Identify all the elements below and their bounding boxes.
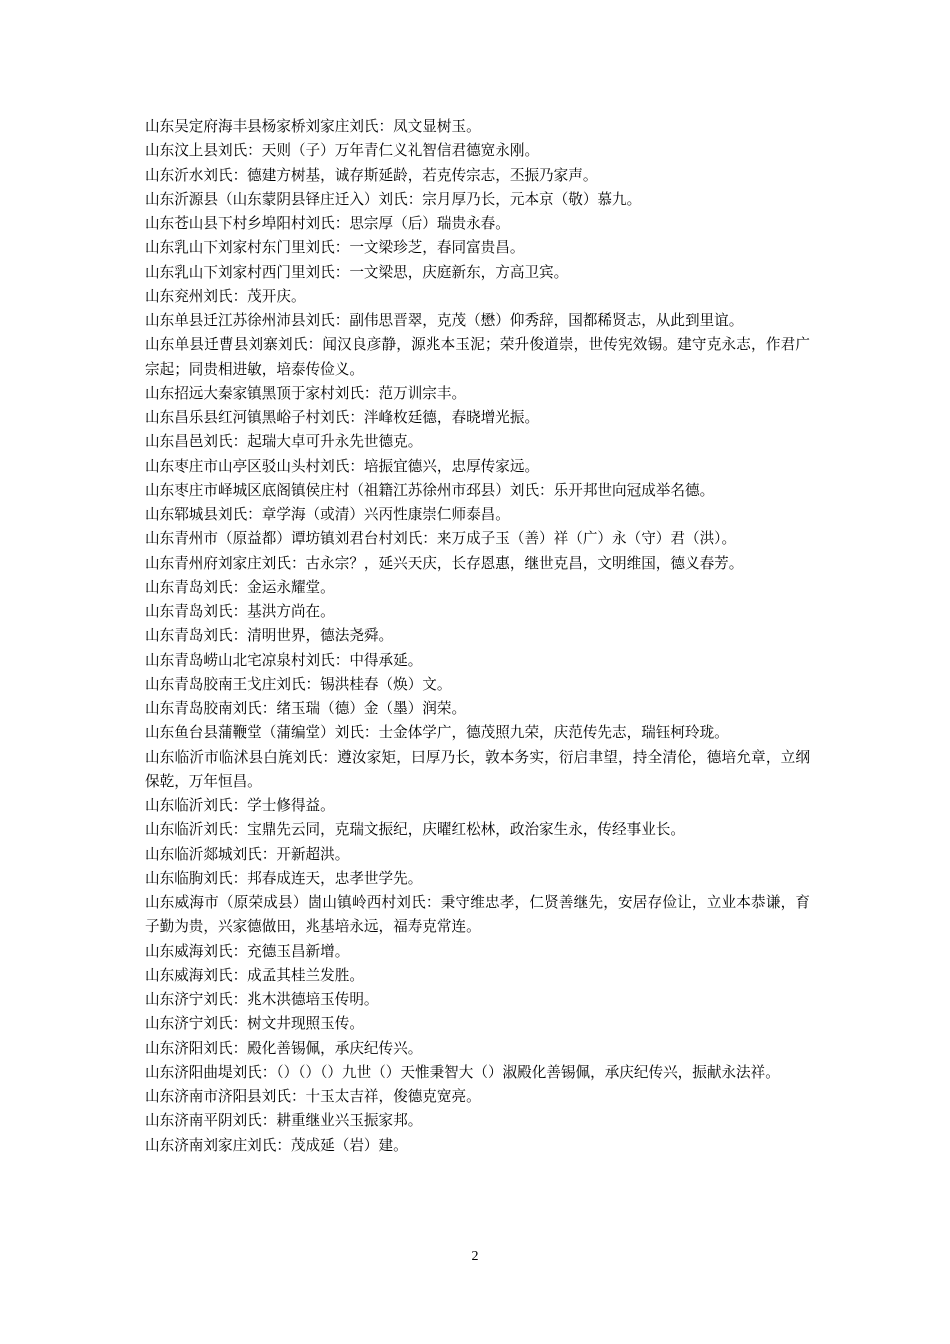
genealogy-entry: 山东济阳曲堤刘氏：（）（）（）九世（）天惟秉智大（）淑殿化善锡佩，承庆纪传兴，振献永法祥。 [145, 1063, 780, 1081]
genealogy-entry: 山东乳山下刘家村西门里刘氏：一文梁思，庆庭新东，方高卫宾。 [145, 263, 569, 281]
genealogy-entry: 山东单县迁江苏徐州沛县刘氏：副伟思晋翠，克茂（懋）仰秀辞，国都稀贤志，从此到里谊。 [145, 312, 744, 329]
genealogy-entry: 山东青州府刘家庄刘氏：古永宗？，延兴天庆，长存恩惠，继世克昌，文明维国，德义春芳。 [145, 554, 744, 572]
genealogy-entry: 山东昌乐县红河镇黑峪子村刘氏：泮峰枚廷德，春晓增光振。 [145, 409, 540, 426]
genealogy-entry: 山东青岛刘氏：清明世界，德法尧舜。 [145, 627, 394, 645]
genealogy-entry: 山东威海市（原荣成县）崮山镇岭西村刘氏：秉守维忠孝，仁贤善继先，安居存俭让，立业本恭谦，育子勤为贵，兴家德做田，兆基培永远，福寿克常连。 [145, 894, 810, 936]
genealogy-entry: 山东济宁刘氏：树文井现照玉传。 [145, 1015, 364, 1033]
genealogy-entry: 山东济南市济阳县刘氏：十玉太吉祥，俊德克宽亮。 [145, 1088, 481, 1105]
genealogy-entry: 山东临沂刘氏：宝鼎先云同，克瑞文振纪，庆曜红松林，政治家生永，传经事业长。 [145, 821, 685, 839]
genealogy-entry: 山东临朐刘氏：邦春成连天，忠孝世学先。 [145, 869, 423, 887]
genealogy-entry: 山东临沂市临沭县白旄刘氏：遵汝家矩，曰厚乃长，敦本务实，衍启聿望，持全清伦，德培允章，立纲保乾，万年恒昌。 [145, 748, 810, 790]
genealogy-entry: 山东兖州刘氏：茂开庆。 [145, 287, 306, 305]
genealogy-entry: 山东临沂刘氏：学士修得益。 [145, 797, 335, 814]
genealogy-entry: 山东郓城县刘氏：章学海（或清）兴丙性康崇仁师泰昌。 [145, 506, 510, 523]
genealogy-entry: 山东济阳刘氏：殿化善锡佩，承庆纪传兴。 [145, 1039, 423, 1057]
genealogy-entry: 山东济南刘家庄刘氏：茂成延（岩）建。 [145, 1136, 408, 1154]
genealogy-entry: 山东招远大秦家镇黑顶于家村刘氏：范万训宗丰。 [145, 384, 467, 402]
genealogy-entry: 山东青州市（原益都）谭坊镇刘君台村刘氏：来万成子玉（善）祥（广）永（守）君（洪）。 [145, 530, 737, 548]
genealogy-entry: 山东济南平阴刘氏：耕重继业兴玉振家邦。 [145, 1112, 423, 1130]
genealogy-entry: 山东枣庄市山亭区驳山头村刘氏：培振宜德兴，忠厚传家远。 [145, 457, 540, 475]
genealogy-entry: 山东枣庄市峄城区底阁镇侯庄村（祖籍江苏徐州市邳县）刘氏：乐开邦世向冠成举名德。 [145, 481, 715, 499]
genealogy-entry: 山东单县迁曹县刘寨刘氏：闻汉良彦静，源兆本玉泥；荣升俊道崇，世传宪效锡。建守克永志，作君广宗起；同贵相进敏，培泰传俭义。 [145, 336, 810, 378]
genealogy-entry: 山东苍山县下村乡埠阳村刘氏：思宗厚（后）瑞贵永春。 [145, 215, 510, 232]
genealogy-text-block [145, 115, 810, 1158]
genealogy-entry: 山东昌邑刘氏：起瑞大卓可升永先世德克。 [145, 433, 423, 451]
genealogy-entry: 山东沂水刘氏：德建方树基，诚存斯延龄，若克传宗志，丕振乃家声。 [145, 166, 598, 184]
genealogy-entry: 山东青岛刘氏：金运永耀堂。 [145, 578, 335, 596]
genealogy-entry: 山东临沂郯城刘氏：开新超洪。 [145, 845, 350, 863]
genealogy-entry: 山东汶上县刘氏：天则（子）万年青仁义礼智信君德宽永刚。 [145, 142, 540, 160]
genealogy-entry: 山东青岛崂山北宅凉泉村刘氏：中得承延。 [145, 651, 423, 669]
genealogy-entry: 山东青岛胶南刘氏：绪玉瑞（德）金（墨）润荣。 [145, 700, 467, 717]
genealogy-entry: 山东吴定府海丰县杨家桥刘家庄刘氏：凤文显树玉。 [145, 118, 481, 135]
genealogy-entry: 山东济宁刘氏：兆木洪德培玉传明。 [145, 991, 379, 1008]
genealogy-entry: 山东乳山下刘家村东门里刘氏：一文梁珍芝，春同富贵昌。 [145, 239, 525, 257]
genealogy-entry: 山东沂源县（山东蒙阴县铎庄迁入）刘氏：宗月厚乃长，元本京（敬）慕九。 [145, 190, 642, 208]
genealogy-entry: 山东鱼台县蒲鞭堂（蒲编堂）刘氏：士金体学广，德茂照九荣，庆范传先志，瑞钰柯玲珑。 [145, 724, 729, 742]
genealogy-entry: 山东青岛胶南王戈庄刘氏：锡洪桂春（焕）文。 [145, 675, 452, 693]
page-number: 2 [471, 1249, 479, 1264]
genealogy-entry: 山东威海刘氏：成孟其桂兰发胜。 [145, 966, 364, 984]
genealogy-entry: 山东威海刘氏：充德玉昌新增。 [145, 942, 350, 960]
genealogy-entry: 山东青岛刘氏：基洪方尚在。 [145, 603, 335, 620]
